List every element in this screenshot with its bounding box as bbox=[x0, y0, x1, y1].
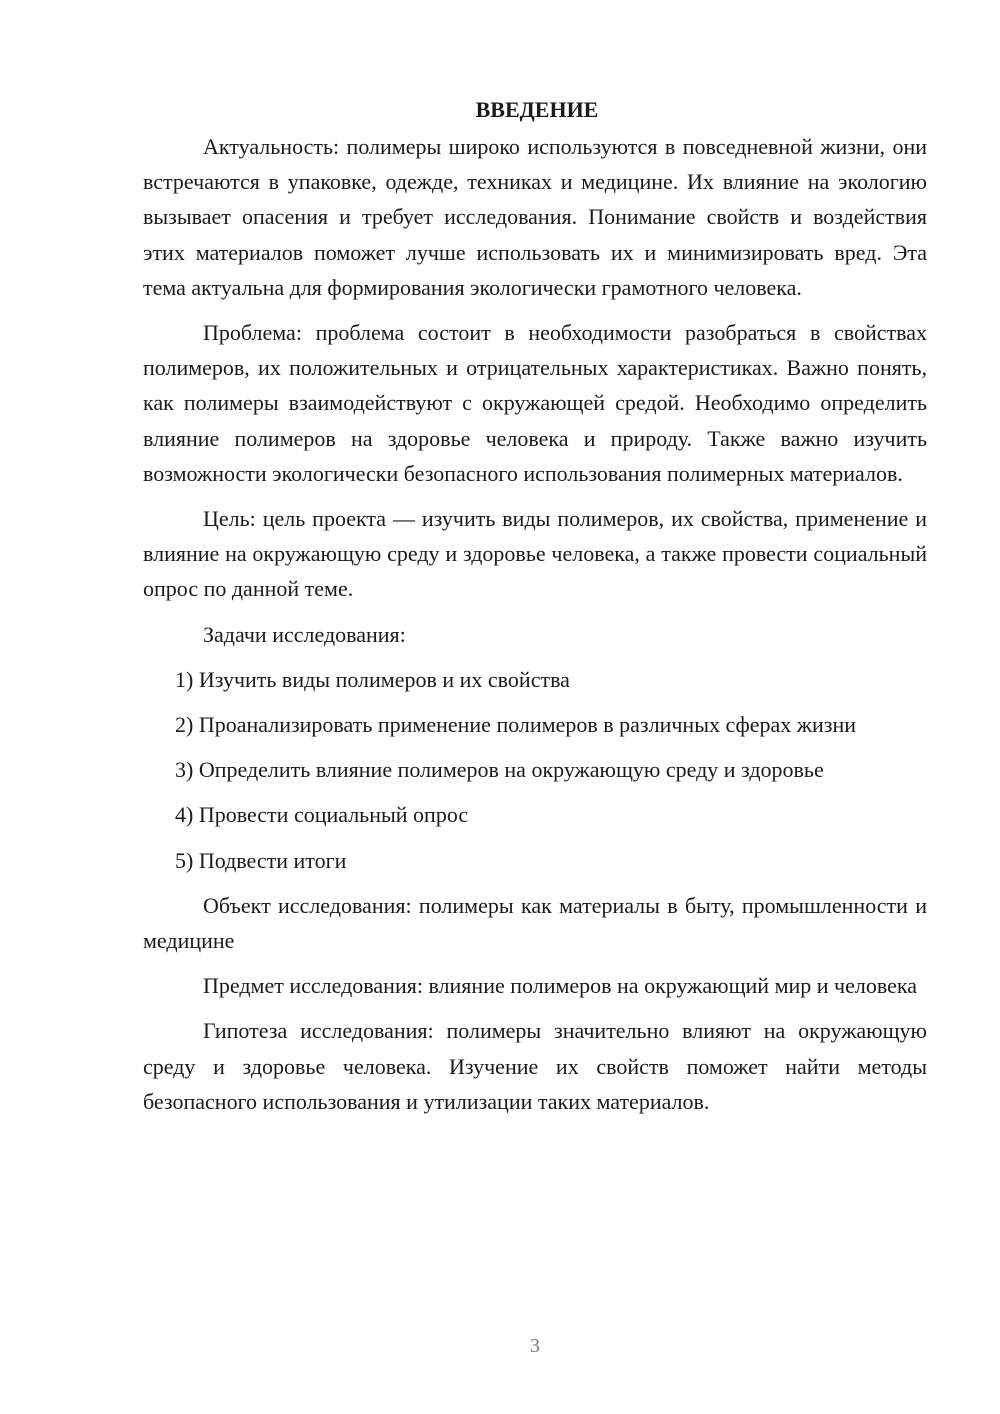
task-item-3: 3) Определить влияние полимеров на окружающую среду и здоровье bbox=[175, 757, 824, 783]
task-item-1: 1) Изучить виды полимеров и их свойства bbox=[175, 666, 570, 692]
paragraph-object: Объект исследования: полимеры как материалы в быту, промышленности и медицине bbox=[143, 892, 927, 954]
paragraph-hypothesis: Гипотеза исследования: полимеры значительно влияют на окружающую среду и здоровье человека. Изучение их свойств поможет найти методы безопасного использования и утилизации таких материалов. bbox=[143, 1018, 927, 1114]
section-title: ВВЕДЕНИЕ bbox=[475, 97, 599, 122]
page-number: 3 bbox=[530, 1335, 540, 1357]
document-page bbox=[143, 92, 927, 1129]
task-item-2: 2) Проанализировать применение полимеров в различных сферах жизни bbox=[175, 712, 857, 738]
task-item-5: 5) Подвести итоги bbox=[175, 847, 347, 873]
task-item-4: 4) Провести социальный опрос bbox=[175, 802, 469, 828]
tasks-heading: Задачи исследования: bbox=[203, 621, 406, 647]
paragraph-problem: Проблема: проблема состоит в необходимости разобраться в свойствах полимеров, их положительных и отрицательных характеристиках. Важно понять, как полимеры взаимодействуют с окружающей средой. Необходимо определить влияние полимеров на здоровье человека и природу. Также важно изучить возможности экологически безопасного использования полимерных материалов. bbox=[143, 320, 927, 486]
paragraph-subject: Предмет исследования: влияние полимеров на окружающий мир и человека bbox=[203, 973, 917, 999]
paragraph-goal: Цель: цель проекта — изучить виды полимеров, их свойства, применение и влияние на окружающую среду и здоровье человека, а также провести социальный опрос по данной теме. bbox=[143, 506, 927, 602]
paragraph-relevance: Актуальность: полимеры широко используются в повседневной жизни, они встречаются в упаковке, одежде, техниках и медицине. Их влияние на экологию вызывает опасения и требует исследования. Понимание свойств и воздействия этих материалов поможет лучше использовать их и минимизировать вред. Эта тема актуальна для формирования экологически грамотного человека. bbox=[143, 134, 927, 300]
